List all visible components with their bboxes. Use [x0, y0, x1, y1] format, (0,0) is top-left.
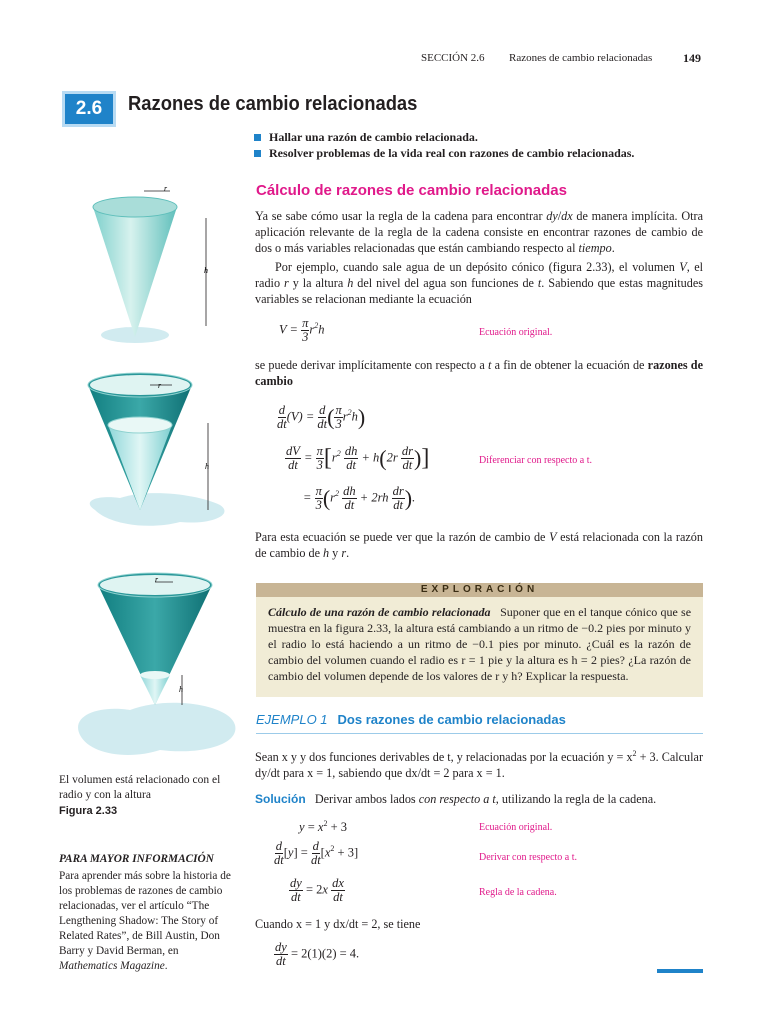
example-heading	[256, 712, 566, 727]
note-original-equation-2: Ecuación original.	[479, 822, 553, 833]
figure-caption: El volumen está relacionado con el radio y con la altura	[59, 774, 221, 801]
figure-label: Figura 2.33	[59, 805, 118, 817]
objective-item: Resolver problemas de la vida real con razones de cambio relacionadas.	[254, 145, 634, 161]
sidebar-more-info: PARA MAYOR INFORMACIÓN Para aprender más sobre la historia de los problemas de razones de cambio relacionadas, ver el artículo “The Lengthening Shadow: The Story of Related Rates”, de Bill Austin, Don Barry y David Berman, en Mathematics Magazine.	[59, 852, 237, 974]
objectives-list	[254, 129, 634, 161]
label-r: r	[155, 575, 159, 584]
equation-volume: V = $\frac{\pi}{3}$ $r^2h$	[279, 316, 325, 344]
solution-step-2: $\frac{d}{dt}$ [y] = $\frac{d}{dt}$ $[x^2 + 3]$	[274, 839, 359, 867]
equation-derivative-2: $\frac{dV}{dt}$ = $\frac{\pi}{3}$ [$r^2$ $\frac{dh}{dt}$ + h(2r $\frac{dr}{dt}$ )]	[286, 444, 430, 472]
exploration-text: Suponer que en el tanque cónico que se muestra en la figura 2.33, la altura está cambiando a un ritmo de −0.2 pies por minuto y el radio lo está haciendo a un ritmo de −0.1 pies por minuto. ¿Cuál es la razón de cambio del volumen cuando el radio es r = 1 pie y la altura es h = 2 pies? ¿La razón de cambio del volumen depende de los valores de r y h? Explicar la respuesta.	[268, 605, 692, 683]
equation-derivative-3: = $\frac{\pi}{3}$ ($r^2$ $\frac{dh}{dt}$ + 2rh $\frac{dr}{dt}$ ).	[303, 484, 416, 512]
subsection-title: Cálculo de razones de cambio relacionadas	[256, 182, 567, 199]
exploration-lead: Cálculo de una razón de cambio relacionada	[268, 605, 491, 619]
label-h: h	[179, 685, 183, 694]
example-title: Dos razones de cambio relacionadas	[337, 712, 566, 727]
note-differentiate: Diferenciar con respecto a t.	[479, 455, 592, 466]
objective-item: Hallar una razón de cambio relacionada.	[254, 129, 634, 145]
intro-paragraph-2: Por ejemplo, cuando sale agua de un depósito cónico (figura 2.33), el volumen V, el radio r y la altura h del nivel del agua son funciones de t. Sabiendo que estas magnitudes variables se relacionan mediante la ecuación	[255, 260, 703, 306]
example-label: EJEMPLO 1	[256, 712, 328, 727]
exploration-box	[256, 597, 703, 697]
section-number-badge: 2.6	[62, 91, 116, 127]
section-title: Razones de cambio relacionadas	[128, 93, 418, 115]
page-number: 149	[683, 51, 701, 65]
example-solution: Solución Derivar ambos lados con respecto a t, utilizando la regla de la cadena.	[255, 792, 657, 806]
bullet-square-icon	[254, 150, 261, 157]
figure-cones	[60, 180, 260, 780]
solution-step-3: $\frac{dy}{dt}$ = 2x $\frac{dx}{dt}$	[290, 876, 344, 904]
note-derive: Derivar con respecto a t.	[479, 852, 578, 863]
intro-paragraph-4: Para esta ecuación se puede ver que la razón de cambio de V está relacionada con la razón de cambio de h y r.	[255, 530, 703, 560]
bullet-square-icon	[254, 134, 261, 141]
note-chain-rule: Regla de la cadena.	[479, 887, 557, 898]
example-statement: Sean x y y dos funciones derivables de t, y relacionadas por la ecuación $y = x^2 + 3$. Calcular dy/dt para x = 1, sabiendo que dx/dt = 2 para x = 1.	[255, 749, 703, 781]
label-h: h	[205, 462, 209, 471]
cone-full	[93, 184, 208, 343]
sidebar-title: PARA MAYOR INFORMACIÓN	[59, 853, 214, 865]
equation-derivative-1: $\frac{d}{dt}$ (V) = $\frac{d}{dt}$ ( $\frac{\pi}{3}$ $r^2h$)	[277, 403, 366, 431]
page-end-bar	[657, 969, 703, 973]
label-r: r	[164, 184, 168, 193]
exploration-heading: EXPLORACIÓN	[256, 583, 703, 597]
header-section: SECCIÓN 2.6	[421, 52, 485, 64]
solution-step-1: $y = x^2 + 3$	[299, 819, 347, 835]
intro-paragraph-3: se puede derivar implícitamente con respecto a t a fin de obtener la ecuación de razones de cambio	[255, 358, 703, 388]
solution-when: Cuando x = 1 y dx/dt = 2, se tiene	[255, 917, 421, 931]
header-topic: Razones de cambio relacionadas	[509, 52, 653, 64]
label-r: r	[158, 381, 162, 390]
solution-result: $\frac{dy}{dt}$ = 2(1)(2) = 4.	[275, 940, 360, 968]
label-h: h	[204, 266, 208, 275]
note-original-equation: Ecuación original.	[479, 327, 553, 338]
intro-paragraph-1: Ya se sabe cómo usar la regla de la cadena para encontrar dy/dx de manera implícita. Otra aplicación relevante de la regla de la cadena consiste en encontrar razones de cambio de dos o más variables relacionadas que están cambiando respecto al tiempo.	[255, 209, 703, 255]
example-divider	[256, 733, 703, 734]
cone-nearly-empty	[78, 573, 235, 755]
cone-draining	[88, 373, 224, 526]
